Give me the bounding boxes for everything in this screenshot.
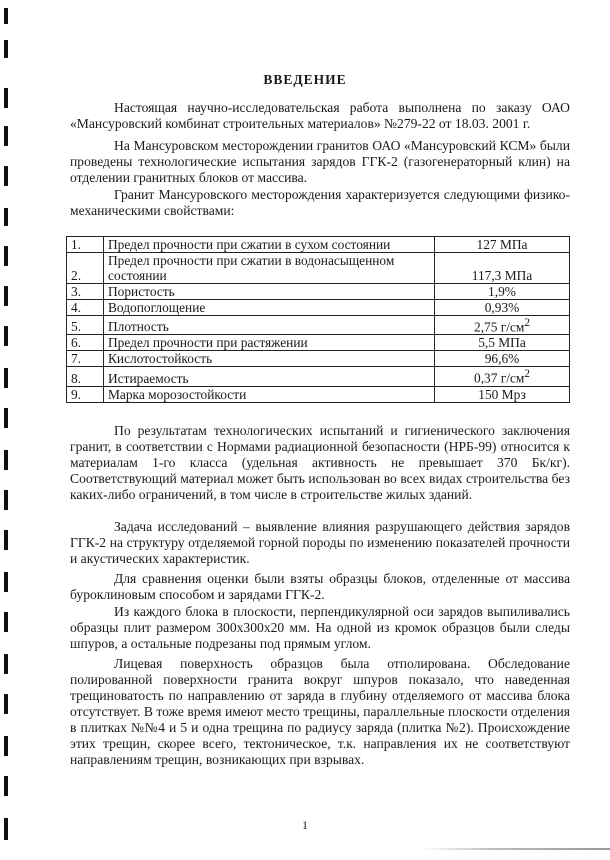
property-name: Марка морозостойкости [104, 386, 435, 402]
table-row [67, 335, 570, 351]
property-name: Истираемость [104, 367, 435, 386]
table-row [67, 367, 570, 386]
property-value: 5,5 МПа [435, 335, 570, 351]
row-number: 2. [67, 253, 104, 284]
property-value: 150 Мрз [435, 386, 570, 402]
row-number: 6. [67, 335, 104, 351]
row-number: 7. [67, 351, 104, 367]
property-value: 0,93% [435, 300, 570, 316]
unit-exponent: 2 [524, 317, 530, 329]
intro-paragraph-properties: Гранит Мансуровского месторождения характеризуется следующими физико-механическими свойствами: [70, 187, 570, 218]
property-value: 117,3 МПа [435, 253, 570, 284]
property-name: Предел прочности при сжатии в водонасыщенном состоянии [104, 253, 435, 284]
table-row [67, 351, 570, 367]
property-name: Предел прочности при сжатии в сухом состоянии [104, 237, 435, 253]
property-name: Водопоглощение [104, 300, 435, 316]
intro-paragraph-tests: На Мансуровском месторождении гранитов ОАО «Мансуровский КСМ» были проведены технологические испытания зарядов ГГК-2 (газогенераторный клин) на отделении гранитных блоков от массива. [70, 138, 570, 185]
paragraph-surface: Лицевая поверхность образцов была отполирована. Обследование полированной поверхности гранита вокруг шпуров показало, что наведенная трещиноватость по направлению от заряда в глубину отделяемого от массива блока отсутствует. В тоже время имеют место трещины, параллельные плоскости отделения в плитках №№4 и 5 и одна трещина по радиусу заряда (плитка №2). Происхождение этих трещин, скорее всего, тектоническое, т.к. направления их не соответствуют направлениям трещин, возникающих при взрывах. [70, 656, 570, 767]
table-row [67, 300, 570, 316]
property-name: Плотность [104, 316, 435, 335]
row-number: 8. [67, 367, 104, 386]
property-name: Пористость [104, 284, 435, 300]
row-number: 5. [67, 316, 104, 335]
table-row [67, 316, 570, 335]
paragraph-radiation: По результатам технологических испытаний и гигиенического заключения гранит, в соответствии с Нормами радиационной безопасности (НРБ-99) относится к материалам 1-го класса (удельная активность не превышает 370 Бк/кг). Соответствующий материал может быть использован во всех видах строительства без каких-либо ограничений, в том числе в строительстве жилых зданий. [70, 423, 570, 502]
row-number: 9. [67, 386, 104, 402]
property-value: 2,75 г/см [474, 319, 525, 335]
property-value: 0,37 г/см [474, 370, 525, 386]
row-number: 3. [67, 284, 104, 300]
property-value: 96,6% [435, 351, 570, 367]
row-number: 4. [67, 300, 104, 316]
table-row [67, 253, 570, 284]
intro-paragraph-order: Настоящая научно-исследовательская работа выполнена по заказу ОАО «Мансуровский комбинат строительных материалов» №279-22 от 18.03. 2001 г. [70, 100, 570, 131]
paragraph-samples: Из каждого блока в плоскости, перпендикулярной оси зарядов выпиливались образцы плит размером 300х300х20 мм. На одной из кромок образцов были следы шпуров, а остальные подрезаны под прямым углом. [70, 604, 570, 651]
unit-exponent: 2 [524, 368, 530, 381]
property-value: 127 МПа [435, 237, 570, 253]
binding-marks [0, 0, 16, 860]
table-row [67, 284, 570, 300]
page-number: 1 [302, 818, 308, 832]
table-row [67, 386, 570, 402]
table-row [67, 237, 570, 253]
page-title: ВВЕДЕНИЕ [263, 72, 347, 87]
row-number: 1. [67, 237, 104, 253]
properties-table [66, 236, 570, 403]
property-value-cell [435, 367, 570, 386]
property-name: Предел прочности при растяжении [104, 335, 435, 351]
scan-edge-divider [420, 848, 610, 850]
paragraph-comparison: Для сравнения оценки были взяты образцы блоков, отделенные от массива буроклиновым способом и зарядами ГГК-2. [70, 571, 570, 602]
property-value: 1,9% [435, 284, 570, 300]
paragraph-task: Задача исследований – выявление влияния разрушающего действия зарядов ГГК-2 на структуру отделяемой горной породы по изменению показателей прочности и акустических характеристик. [70, 519, 570, 566]
property-value-cell [435, 316, 570, 335]
property-name: Кислотостойкость [104, 351, 435, 367]
